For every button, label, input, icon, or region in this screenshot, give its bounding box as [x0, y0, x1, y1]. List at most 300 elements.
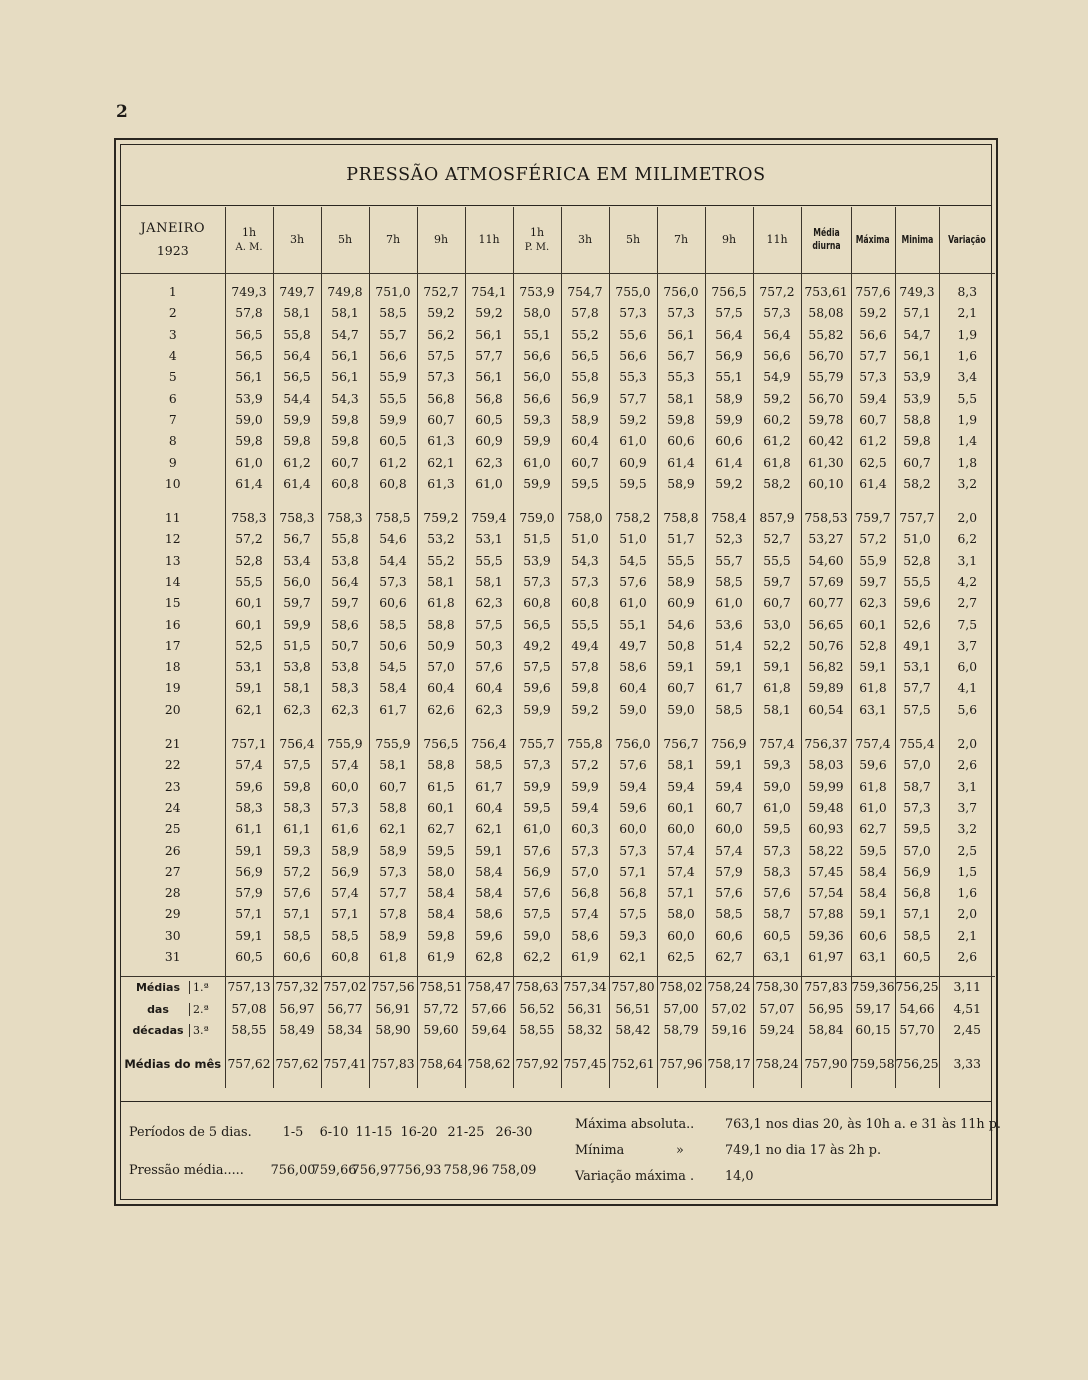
- spacer-cell: [225, 495, 273, 508]
- decade-label-cell: [121, 999, 225, 1020]
- spacer-cell: [705, 968, 753, 977]
- pressure-cell: 61,8: [753, 678, 801, 699]
- decade-cell: 57,66: [465, 999, 513, 1020]
- pressure-cell: 59,3: [609, 926, 657, 947]
- pressure-cell: 56,6: [851, 325, 895, 346]
- pressure-cell: 60,7: [753, 593, 801, 614]
- decade-cell: 59,17: [851, 999, 895, 1020]
- pressure-cell: 56,8: [609, 883, 657, 904]
- pressure-cell: 60,9: [657, 593, 705, 614]
- pressure-cell: 61,5: [417, 777, 465, 798]
- pressure-cell: 61,8: [417, 593, 465, 614]
- pressure-cell: 58,1: [417, 572, 465, 593]
- pressure-cell: 59,2: [561, 700, 609, 721]
- pressure-cell: 55,5: [895, 572, 939, 593]
- day-number: 24: [164, 800, 181, 815]
- spacer-cell: [753, 968, 801, 977]
- pressure-cell: 59,8: [417, 926, 465, 947]
- pressure-cell: 57,6: [513, 883, 561, 904]
- decade-cell: 59,16: [705, 1020, 753, 1041]
- pressure-cell: 56,2: [417, 325, 465, 346]
- decade-cell: 58,42: [609, 1020, 657, 1041]
- pressure-cell: 56,6: [513, 346, 561, 367]
- pressure-cell: 56,1: [895, 346, 939, 367]
- pressure-cell: 57,6: [609, 755, 657, 776]
- pressure-cell: 59,4: [561, 798, 609, 819]
- decade-cell: 58,90: [369, 1020, 417, 1041]
- pressure-cell: 55,9: [851, 551, 895, 572]
- spacer-cell: [801, 495, 851, 508]
- monthly-cell: 758,24: [753, 1054, 801, 1075]
- day-number: 15: [164, 596, 181, 611]
- pressure-cell: 51,0: [895, 529, 939, 550]
- pressure-cell: 59,1: [225, 840, 273, 861]
- decade-cell: 56,97: [273, 999, 321, 1020]
- decade-cell: 54,66: [895, 999, 939, 1020]
- pressure-cell: 56,7: [273, 529, 321, 550]
- period-pressure: 756,93: [396, 1163, 442, 1178]
- pressure-cell: 3,4: [939, 367, 995, 388]
- pressure-cell: 58,1: [273, 678, 321, 699]
- pressure-cell: 2,0: [939, 904, 995, 925]
- pressure-table: [121, 207, 995, 1088]
- spacer-cell: [273, 1041, 321, 1054]
- day-number: 26: [164, 843, 181, 858]
- pressure-cell: 59,2: [851, 303, 895, 324]
- pressure-cell: 57,9: [705, 862, 753, 883]
- spacer-cell: [513, 721, 561, 734]
- day-number: 21: [164, 737, 181, 752]
- spacer-cell: [121, 968, 225, 977]
- pressure-cell: 59,8: [273, 777, 321, 798]
- pressure-cell: 5,5: [939, 388, 995, 409]
- pressure-cell: 755,9: [321, 734, 369, 755]
- spacer-cell: [321, 968, 369, 977]
- pressure-cell: 61,7: [705, 678, 753, 699]
- pressure-cell: 56,7: [657, 346, 705, 367]
- pressure-cell: 60,6: [705, 926, 753, 947]
- pressure-cell: 758,53: [801, 508, 851, 529]
- pressure-cell: 59,1: [657, 657, 705, 678]
- day-number: 25: [164, 822, 181, 837]
- pressure-cell: 56,5: [225, 346, 273, 367]
- header-row: [121, 207, 995, 274]
- pressure-cell: 56,5: [273, 367, 321, 388]
- pressure-cell: 58,8: [417, 614, 465, 635]
- pressure-cell: 57,3: [321, 798, 369, 819]
- pressure-cell: 59,3: [273, 840, 321, 861]
- hour-header: [321, 207, 369, 274]
- spacer-cell: [895, 1041, 939, 1054]
- pressure-cell: 56,65: [801, 614, 851, 635]
- table-title: PRESSÃO ATMOSFÉRICA EM MILIMETROS: [346, 165, 766, 185]
- pressure-cell: 59,99: [801, 777, 851, 798]
- pressure-cell: 63,1: [753, 947, 801, 968]
- pressure-cell: 5,6: [939, 700, 995, 721]
- pressure-cell: 58,5: [369, 614, 417, 635]
- pressure-cell: 60,54: [801, 700, 851, 721]
- pressure-cell: 60,5: [753, 926, 801, 947]
- pressure-cell: 759,0: [513, 508, 561, 529]
- pressure-cell: 51,0: [561, 529, 609, 550]
- pressure-cell: 57,0: [895, 840, 939, 861]
- pressure-cell: 60,1: [851, 614, 895, 635]
- pressure-cell: 57,3: [609, 303, 657, 324]
- day-number: 18: [164, 660, 181, 675]
- pressure-cell: 4,2: [939, 572, 995, 593]
- pressure-cell: 56,5: [561, 346, 609, 367]
- pressure-cell: 58,0: [657, 904, 705, 925]
- pressure-cell: 60,6: [273, 947, 321, 968]
- decade-cell: 758,63: [513, 977, 561, 999]
- pressure-cell: 57,6: [705, 883, 753, 904]
- pressure-cell: 62,7: [851, 819, 895, 840]
- pressure-cell: 53,4: [273, 551, 321, 572]
- pressure-cell: 50,76: [801, 636, 851, 657]
- pressure-cell: 61,2: [369, 452, 417, 473]
- pressure-cell: 59,7: [851, 572, 895, 593]
- decade-cell: 756,25: [895, 977, 939, 999]
- period-range: 6-10: [319, 1125, 349, 1140]
- spacer-cell: [465, 274, 513, 283]
- pressure-cell: 59,3: [753, 755, 801, 776]
- pressure-cell: 59,0: [753, 777, 801, 798]
- spacer-cell: [851, 1041, 895, 1054]
- pressure-cell: 62,1: [609, 947, 657, 968]
- spacer-cell: [417, 968, 465, 977]
- hour-label: 11h: [478, 233, 500, 247]
- decade-cell: 3,11: [939, 977, 995, 999]
- pressure-cell: 2,6: [939, 947, 995, 968]
- spacer-cell: [895, 274, 939, 283]
- day-row: [121, 614, 995, 635]
- pressure-cell: 59,4: [609, 777, 657, 798]
- pressure-cell: 57,4: [657, 840, 705, 861]
- pressure-cell: 59,8: [321, 431, 369, 452]
- day-row: [121, 755, 995, 776]
- pressure-cell: 56,9: [225, 862, 273, 883]
- period-range: 26-30: [495, 1125, 533, 1140]
- day-row: [121, 700, 995, 721]
- pressure-cell: 54,7: [321, 325, 369, 346]
- decade-cell: 57,02: [705, 999, 753, 1020]
- variacao-header-label: Variação: [948, 233, 987, 246]
- pressure-cell: 60,6: [657, 431, 705, 452]
- pressure-cell: 58,2: [895, 474, 939, 495]
- pressure-cell: 60,1: [225, 593, 273, 614]
- pressure-cell: 52,8: [225, 551, 273, 572]
- monthly-cell: 3,33: [939, 1054, 995, 1075]
- spacer-cell: [121, 495, 225, 508]
- pressure-cell: 54,6: [657, 614, 705, 635]
- pressure-cell: 59,9: [513, 431, 561, 452]
- title-rule: [121, 205, 991, 206]
- day-row: [121, 346, 995, 367]
- pressure-cell: 755,9: [369, 734, 417, 755]
- hour-label: 5h: [625, 233, 641, 247]
- day-row: [121, 678, 995, 699]
- monthly-cell: 758,17: [705, 1054, 753, 1075]
- pressure-cell: 50,6: [369, 636, 417, 657]
- pressure-cell: 757,2: [753, 282, 801, 303]
- pressure-cell: 55,82: [801, 325, 851, 346]
- day-number: 11: [164, 511, 181, 526]
- pressure-cell: 60,1: [225, 614, 273, 635]
- pressure-cell: 54,4: [369, 551, 417, 572]
- pressure-cell: 52,7: [753, 529, 801, 550]
- pressure-cell: 60,7: [417, 410, 465, 431]
- hour-header: [513, 207, 561, 274]
- pressure-cell: 749,7: [273, 282, 321, 303]
- pressure-cell: 58,5: [705, 700, 753, 721]
- pressure-cell: 57,1: [321, 904, 369, 925]
- day-row: [121, 798, 995, 819]
- pressure-cell: 58,4: [465, 883, 513, 904]
- pressure-cell: 56,9: [321, 862, 369, 883]
- monthly-cell: 759,58: [851, 1054, 895, 1075]
- pressure-cell: 2,1: [939, 303, 995, 324]
- decade-cell: 59,64: [465, 1020, 513, 1041]
- decade-cell: 757,13: [225, 977, 273, 999]
- pressure-cell: 60,0: [321, 777, 369, 798]
- pressure-cell: 53,9: [895, 388, 939, 409]
- decade-cell: 758,51: [417, 977, 465, 999]
- pressure-cell: 61,7: [369, 700, 417, 721]
- table-inner-frame: [120, 144, 1001, 1200]
- pressure-cell: 57,7: [895, 678, 939, 699]
- pressure-cell: 59,2: [753, 388, 801, 409]
- spacer-cell: [417, 721, 465, 734]
- monthly-label: Médias do mês: [124, 1057, 222, 1072]
- day-number: 29: [164, 907, 181, 922]
- hour-label: 7h: [385, 233, 401, 247]
- periods-label: Períodos de 5 dias.: [129, 1125, 252, 1140]
- decade-cell: 58,55: [513, 1020, 561, 1041]
- pressure-cell: 56,5: [513, 614, 561, 635]
- pressure-cell: 60,93: [801, 819, 851, 840]
- pressure-cell: 3,1: [939, 777, 995, 798]
- spacer-cell: [321, 274, 369, 283]
- pressure-cell: 55,1: [705, 367, 753, 388]
- pressure-cell: 59,8: [273, 431, 321, 452]
- hour-header: [705, 207, 753, 274]
- decade-cell: 59,60: [417, 1020, 465, 1041]
- decade-cell: 57,00: [657, 999, 705, 1020]
- pressure-cell: 58,1: [369, 755, 417, 776]
- spacer-cell: [273, 274, 321, 283]
- spacer-cell: [417, 495, 465, 508]
- spacer-cell: [465, 495, 513, 508]
- pressure-cell: 57,4: [561, 904, 609, 925]
- pressure-cell: 58,5: [369, 303, 417, 324]
- period-pressure: 758,96: [443, 1163, 489, 1178]
- pressure-cell: 59,9: [561, 777, 609, 798]
- spacer-cell: [851, 495, 895, 508]
- pressure-cell: 58,1: [273, 303, 321, 324]
- spacer-cell: [705, 1041, 753, 1054]
- decade-cell: 58,79: [657, 1020, 705, 1041]
- pressure-cell: 57,1: [895, 303, 939, 324]
- decade-cell: 60,15: [851, 1020, 895, 1041]
- pressure-cell: 57,4: [321, 755, 369, 776]
- pressure-cell: 757,7: [895, 508, 939, 529]
- pressure-cell: 58,9: [561, 410, 609, 431]
- pressure-cell: 59,8: [657, 410, 705, 431]
- pressure-cell: 58,7: [753, 904, 801, 925]
- day-row: [121, 303, 995, 324]
- pressure-cell: 57,5: [895, 700, 939, 721]
- spacer-row: [121, 274, 995, 283]
- pressure-cell: 756,5: [417, 734, 465, 755]
- pressure-cell: 57,3: [609, 840, 657, 861]
- period-pressure: 759,66: [311, 1163, 357, 1178]
- pressure-cell: 755,7: [513, 734, 561, 755]
- pressure-cell: 61,1: [273, 819, 321, 840]
- pressure-cell: 59,9: [705, 410, 753, 431]
- pressure-cell: 61,9: [417, 947, 465, 968]
- pressure-cell: 57,2: [225, 529, 273, 550]
- day-row: [121, 551, 995, 572]
- pressure-cell: 57,5: [609, 904, 657, 925]
- pressure-cell: 57,3: [369, 862, 417, 883]
- pressure-cell: 59,1: [465, 840, 513, 861]
- pressure-cell: 58,0: [417, 862, 465, 883]
- pressure-cell: 59,6: [895, 593, 939, 614]
- pressure-cell: 57,6: [273, 883, 321, 904]
- pressure-cell: 58,4: [417, 904, 465, 925]
- pressure-cell: 57,3: [561, 840, 609, 861]
- decade-marker: 1.ª: [189, 981, 209, 994]
- pressure-cell: 59,9: [369, 410, 417, 431]
- pressure-cell: 758,4: [705, 508, 753, 529]
- period-pressure: 758,09: [491, 1163, 537, 1178]
- spacer-cell: [225, 721, 273, 734]
- spacer-cell: [225, 968, 273, 977]
- spacer-cell: [705, 274, 753, 283]
- pressure-cell: 60,5: [895, 947, 939, 968]
- pressure-cell: 59,8: [561, 678, 609, 699]
- pressure-cell: 63,1: [851, 947, 895, 968]
- spacer-cell: [851, 274, 895, 283]
- spacer-cell: [939, 968, 995, 977]
- day-row: [121, 388, 995, 409]
- pressure-cell: 58,5: [321, 926, 369, 947]
- pressure-cell: 60,1: [657, 798, 705, 819]
- pressure-cell: 59,1: [225, 926, 273, 947]
- pressure-cell: 58,5: [895, 926, 939, 947]
- day-number: 7: [168, 412, 177, 427]
- pressure-cell: 57,5: [273, 755, 321, 776]
- pressure-cell: 57,5: [417, 346, 465, 367]
- max-abs-label: Máxima absoluta..: [575, 1117, 695, 1132]
- hour-label: 5h: [337, 233, 353, 247]
- pressure-cell: 756,0: [657, 282, 705, 303]
- pressure-cell: 58,9: [369, 926, 417, 947]
- pressure-cell: 57,2: [851, 529, 895, 550]
- spacer-cell: [705, 495, 753, 508]
- pressure-cell: 754,1: [465, 282, 513, 303]
- day-row: [121, 529, 995, 550]
- pressure-cell: 61,3: [417, 431, 465, 452]
- pressure-cell: 4,1: [939, 678, 995, 699]
- spacer-cell: [939, 1075, 995, 1088]
- pressure-cell: 62,1: [465, 819, 513, 840]
- pressure-cell: 60,1: [417, 798, 465, 819]
- pressure-cell: 58,9: [705, 388, 753, 409]
- pressure-cell: 57,3: [513, 755, 561, 776]
- pressure-cell: 57,7: [465, 346, 513, 367]
- pressure-cell: 61,7: [465, 777, 513, 798]
- pressure-cell: 59,9: [513, 700, 561, 721]
- pressure-cell: 1,6: [939, 883, 995, 904]
- pressure-cell: 56,8: [561, 883, 609, 904]
- pressure-cell: 58,2: [753, 474, 801, 495]
- minima-header-label: Minima: [901, 233, 933, 246]
- pressure-cell: 59,1: [705, 657, 753, 678]
- spacer-cell: [753, 495, 801, 508]
- pressure-cell: 2,5: [939, 840, 995, 861]
- pressure-cell: 57,3: [895, 798, 939, 819]
- pressure-cell: 62,5: [851, 452, 895, 473]
- pressure-cell: 61,4: [657, 452, 705, 473]
- pressure-cell: 56,1: [465, 325, 513, 346]
- pressure-cell: 59,8: [225, 431, 273, 452]
- pressure-cell: 62,1: [417, 452, 465, 473]
- pressure-cell: 52,5: [225, 636, 273, 657]
- day-number: 19: [164, 681, 181, 696]
- pressure-cell: 59,8: [321, 410, 369, 431]
- pressure-cell: 57,4: [321, 883, 369, 904]
- day-row: [121, 819, 995, 840]
- pressure-cell: 49,2: [513, 636, 561, 657]
- pressure-cell: 53,8: [321, 551, 369, 572]
- pressure-cell: 51,5: [273, 636, 321, 657]
- monthly-cell: 757,90: [801, 1054, 851, 1075]
- spacer-cell: [465, 1075, 513, 1088]
- pressure-cell: 60,6: [851, 926, 895, 947]
- period-range: 21-25: [447, 1125, 485, 1140]
- pressure-cell: 59,5: [561, 474, 609, 495]
- pressure-cell: 62,3: [851, 593, 895, 614]
- spacer-cell: [513, 968, 561, 977]
- pressure-cell: 56,4: [753, 325, 801, 346]
- pressure-cell: 55,79: [801, 367, 851, 388]
- pressure-cell: 59,1: [851, 904, 895, 925]
- pressure-cell: 60,0: [705, 819, 753, 840]
- pressure-cell: 60,8: [561, 593, 609, 614]
- spacer-cell: [321, 495, 369, 508]
- pressure-cell: 59,4: [705, 777, 753, 798]
- spacer-cell: [609, 495, 657, 508]
- pressure-cell: 57,2: [273, 862, 321, 883]
- spacer-cell: [417, 274, 465, 283]
- pressure-cell: 53,0: [753, 614, 801, 635]
- pressure-cell: 57,8: [225, 303, 273, 324]
- pressure-cell: 1,5: [939, 862, 995, 883]
- day-number: 5: [168, 370, 177, 385]
- min-value: 749,1 no dia 17 às 2h p.: [725, 1143, 882, 1158]
- pressure-cell: 58,8: [417, 755, 465, 776]
- pressure-cell: 3,1: [939, 551, 995, 572]
- pressure-cell: 60,4: [561, 431, 609, 452]
- pressure-cell: 53,6: [705, 614, 753, 635]
- pressure-cell: 59,1: [705, 755, 753, 776]
- pressure-cell: 60,4: [465, 678, 513, 699]
- pressure-cell: 57,8: [561, 303, 609, 324]
- pressure-cell: 6,2: [939, 529, 995, 550]
- pressure-cell: 757,4: [753, 734, 801, 755]
- spacer-cell: [895, 968, 939, 977]
